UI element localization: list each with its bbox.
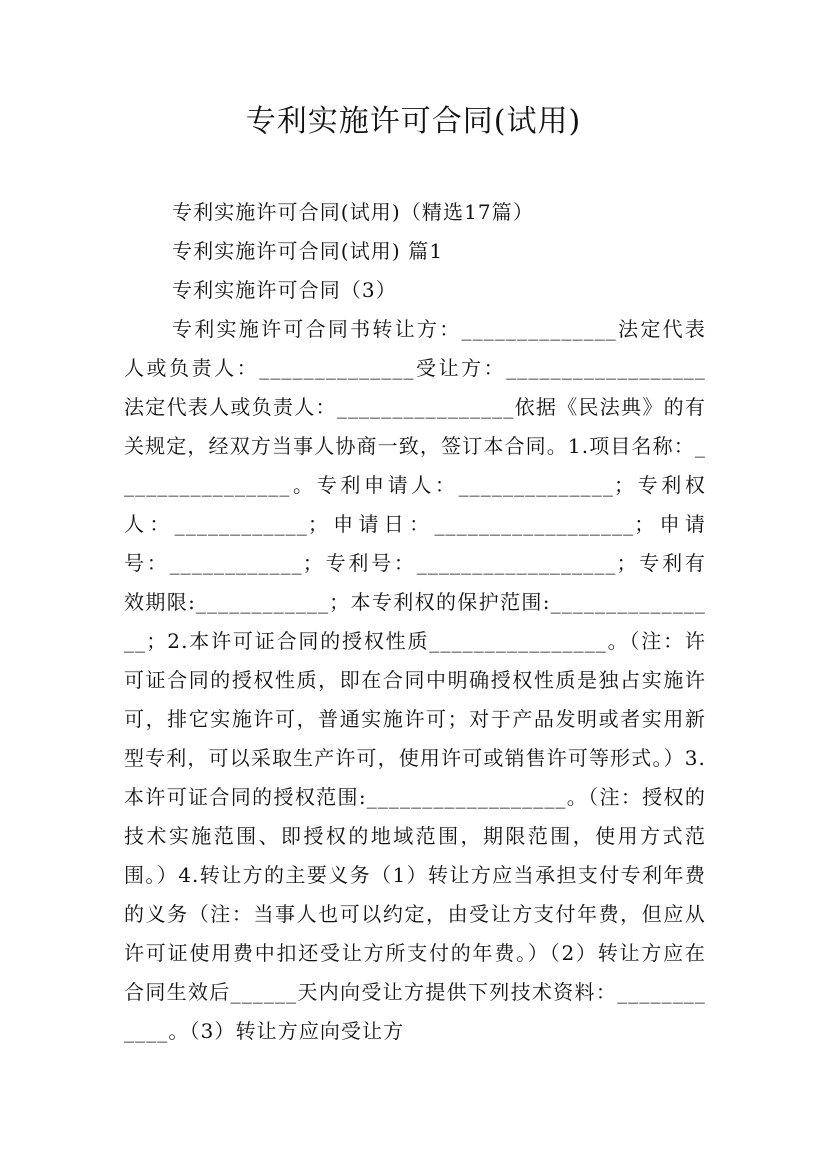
paragraph-heading-1: 专利实施许可合同(试用) 篇1 <box>172 239 444 263</box>
document-body <box>124 193 706 1051</box>
paragraph-heading-2: 专利实施许可合同（3） <box>172 278 397 302</box>
paragraph-contract-body: 专利实施许可合同书转让方：______________法定代表人或负责人：______________受让方：__________________法定代表人或负责人：________________依据《民法典》的有关规定，经双方当事人协商一致，签订本合同。1.项目名称：________________。专利申请人：______________；专利权人：____________；申请日：__________________；申请号：____________；专利号：__________________；专利有效期限:____________；本专利权的保护范围:________________；2.本许可证合同的授权性质________________。（注：许可证合同的授权性质，即在合同中明确授权性质是独占实施许可，排它实施许可，普通实施许可；对于产品发明或者实用新型专利，可以采取生产许可，使用许可或销售许可等形式。）3.本许可证合同的授权范围:__________________。（注：授权的技术实施范围、即授权的地域范围，期限范围，使用方式范围。）4.转让方的主要义务（1）转让方应当承担支付专利年费的义务（注：当事人也可以约定，由受让方支付年费，但应从许可证使用费中扣还受让方所支付的年费。）（2）转让方应在合同生效后______天内向受让方提供下列技术资料：____________。（3）转让方应向受让方 <box>124 317 706 1043</box>
document-title: 专利实施许可合同(试用) <box>245 104 582 139</box>
paragraph-subtitle: 专利实施许可合同(试用)（精选17篇） <box>172 200 534 224</box>
